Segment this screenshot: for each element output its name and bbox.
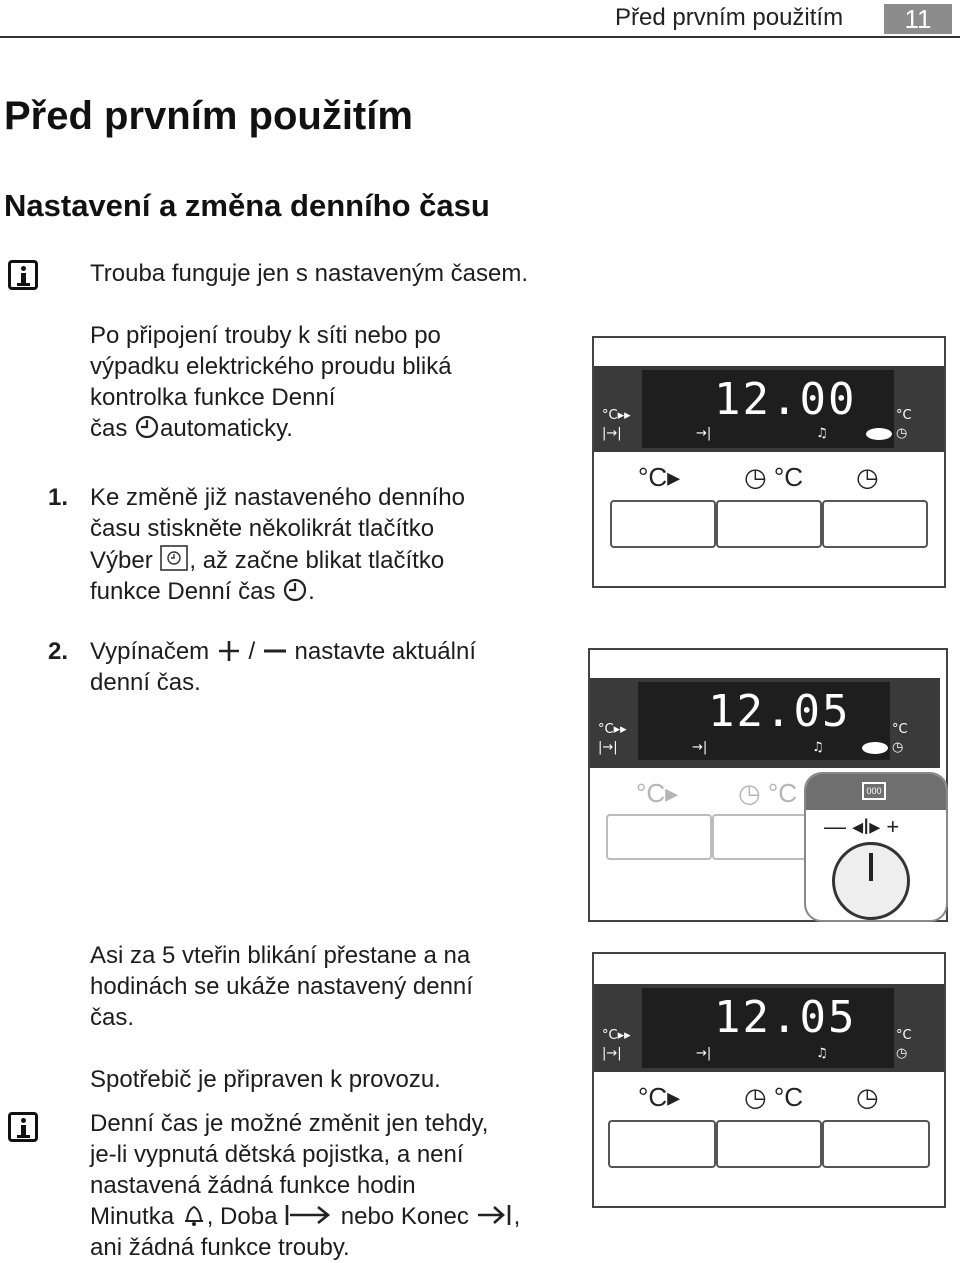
temp-button[interactable] — [610, 500, 716, 548]
select-symbol: ◷ — [856, 1082, 879, 1112]
clock-temp-button[interactable] — [716, 1120, 822, 1168]
clock-temp-symbol: ◷ °C — [744, 1082, 804, 1112]
temp-indicator: °C▸▸ — [602, 408, 631, 423]
knob-scale: — ◂I▸ + — [824, 814, 900, 839]
end-time-icon — [476, 1202, 514, 1228]
duration-indicator: |→| — [598, 740, 618, 755]
clock-temp-button[interactable] — [716, 500, 822, 548]
end-indicator: →| — [692, 740, 708, 755]
bell-indicator: ♫ — [816, 426, 828, 441]
end-indicator: →| — [696, 1046, 712, 1061]
clock-temp-button[interactable] — [712, 814, 818, 860]
time-knob[interactable] — [832, 842, 910, 920]
temp-indicator: °C▸▸ — [598, 722, 627, 737]
duration-indicator: |→| — [602, 1046, 622, 1061]
display-time: 12.00 — [714, 374, 857, 425]
clock-temp-symbol: ◷ °C — [738, 778, 798, 808]
temp-indicator-right: °C — [896, 408, 912, 423]
display-time: 12.05 — [708, 686, 851, 737]
temp-button-symbol: °C▸ — [638, 462, 681, 492]
end-indicator: →| — [696, 426, 712, 441]
section-subtitle: Nastavení a změna denního času — [4, 188, 490, 223]
duration-indicator: |→| — [602, 426, 622, 441]
intro-paragraph: Po připojení trouby k síti nebo po výpadku elektrického proudu bliká kontrolka funkce Denní čas automaticky. — [90, 322, 452, 442]
after-paragraph: Asi za 5 vteřin blikání přestane a na hodinách se ukáže nastavený denní čas. — [90, 942, 473, 1031]
temp-button[interactable] — [606, 814, 712, 860]
info-icon — [8, 260, 38, 290]
temp-indicator: °C▸▸ — [602, 1028, 631, 1043]
note-change-conditions: Denní čas je možné změnit jen tehdy, je-li vypnutá dětská pojistka, a není nastavená žádná funkce hodin Minutka , Doba nebo Konec , ani žádná funkce trouby. — [90, 1110, 521, 1261]
oven-function-icon: 000 — [862, 782, 886, 800]
control-panel-3 — [592, 952, 946, 1208]
control-panel-2 — [588, 648, 948, 922]
clock-indicator: ◷ — [896, 1046, 908, 1061]
info-icon — [8, 1112, 38, 1142]
bell-indicator: ♫ — [812, 740, 824, 755]
select-button[interactable] — [822, 1120, 930, 1168]
step-2-text: Vypínačem / nastavte aktuální denní čas. — [90, 638, 476, 696]
temp-indicator-right: °C — [896, 1028, 912, 1043]
select-button-icon — [159, 544, 189, 572]
minus-icon — [262, 639, 288, 663]
clock-temp-symbol: ◷ °C — [744, 462, 804, 492]
duration-icon — [284, 1202, 334, 1228]
control-panel-1 — [592, 336, 946, 588]
select-symbol: ◷ — [856, 462, 879, 492]
blinking-indicator — [866, 428, 892, 440]
clock-icon — [134, 414, 160, 440]
knob-callout — [804, 772, 948, 922]
header-divider — [0, 36, 960, 38]
clock-indicator: ◷ — [896, 426, 908, 441]
page-number: 11 — [884, 4, 952, 34]
step-1-number: 1. — [48, 484, 69, 511]
ready-text: Spotřebič je připraven k provozu. — [90, 1066, 441, 1093]
bell-icon — [181, 1202, 207, 1228]
temp-button-symbol: °C▸ — [636, 778, 679, 808]
select-button[interactable] — [822, 500, 928, 548]
temp-button[interactable] — [608, 1120, 716, 1168]
header-section-title: Před prvním použitím — [615, 4, 844, 31]
step-2-number: 2. — [48, 638, 69, 665]
display-time: 12.05 — [714, 992, 857, 1043]
page-title: Před prvním použitím — [4, 94, 413, 138]
temp-button-symbol: °C▸ — [638, 1082, 681, 1112]
temp-indicator-right: °C — [892, 722, 908, 737]
blinking-indicator — [862, 742, 888, 754]
clock-icon — [282, 577, 308, 603]
bell-indicator: ♫ — [816, 1046, 828, 1061]
plus-icon — [216, 639, 242, 663]
clock-indicator: ◷ — [892, 740, 904, 755]
note-oven-needs-time: Trouba funguje jen s nastaveným časem. — [90, 260, 529, 287]
step-1-text: Ke změně již nastaveného denního času stiskněte několikrát tlačítko Výber , až začne blikat tlačítko funkce Denní čas . — [90, 484, 465, 605]
